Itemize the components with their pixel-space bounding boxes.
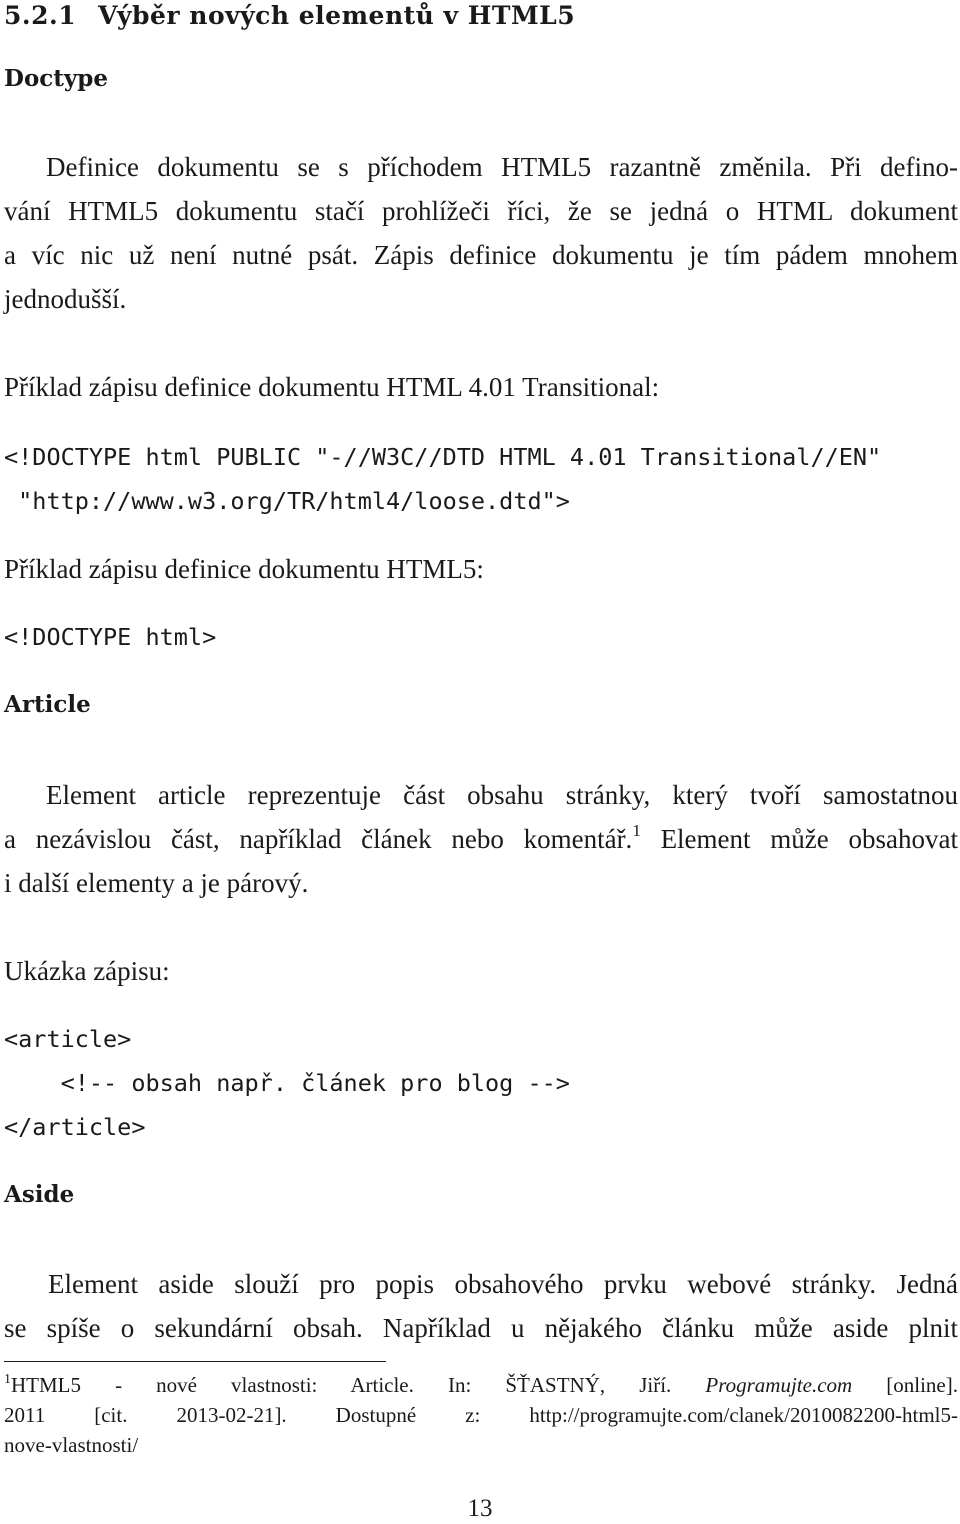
article-code-line: </article>	[4, 1113, 146, 1141]
article-code-line: <article>	[4, 1025, 132, 1053]
footnote-line: nove-vlastnosti/	[4, 1433, 139, 1457]
article-line2-text-after: Element může obsahovat	[640, 824, 958, 854]
footnote	[4, 1370, 958, 1460]
doctype-paragraph	[4, 145, 958, 321]
footnote-line: 2011 [cit. 2013-02-21]. Dostupné z: http://programujte.com/clanek/2010082200-html5-	[4, 1403, 958, 1427]
aside-paragraph-line: Element aside slouží pro popis obsahového prvku webové stránky. Jedná	[48, 1269, 958, 1299]
aside-paragraph-line: se spíše o sekundární obsah. Například u nějakého článku může aside plnit	[4, 1313, 958, 1343]
page-number: 13	[467, 1495, 493, 1522]
footnote-text: HTML5 - nové vlastnosti: Article. In: ŠŤASTNÝ, Jiří.	[11, 1373, 706, 1397]
section-title-text: Výběr nových elementů v HTML5	[98, 1, 576, 30]
footnote-number: 1	[4, 1372, 11, 1387]
section-title	[4, 0, 575, 32]
footnote-source: Programujte.com	[705, 1373, 853, 1397]
doctype-paragraph-line: a víc nic už není nutné psát. Zápis definice dokumentu je tím pádem mnohem	[4, 240, 958, 270]
doctype-paragraph-line: jednodušší.	[4, 284, 127, 314]
article-heading: Article	[4, 691, 91, 718]
doctype-paragraph-line: Definice dokumentu se s příchodem HTML5 razantně změnila. Při defino-	[46, 152, 958, 182]
footnote-reference[interactable]: 1	[632, 821, 641, 840]
article-example-label: Ukázka zápisu:	[4, 956, 170, 986]
aside-heading: Aside	[4, 1181, 75, 1208]
doctype-example1-code-line2: "http://www.w3.org/TR/html4/loose.dtd">	[4, 487, 570, 515]
article-paragraph-line	[4, 817, 958, 861]
article-code-line: <!-- obsah např. článek pro blog -->	[4, 1069, 570, 1097]
article-paragraph	[4, 773, 958, 905]
aside-paragraph	[4, 1262, 958, 1350]
doctype-example2-code: <!DOCTYPE html>	[4, 623, 217, 651]
footnote-text-after: [online].	[852, 1373, 958, 1397]
doctype-example2-label: Příklad zápisu definice dokumentu HTML5:	[4, 554, 484, 584]
section-number: 5.2.1	[4, 1, 77, 30]
article-paragraph-line: i další elementy a je párový.	[4, 868, 309, 898]
footnote-line	[4, 1370, 958, 1400]
doctype-heading: Doctype	[4, 65, 108, 92]
article-paragraph-line: Element article reprezentuje část obsahu stránky, který tvoří samostatnou	[46, 780, 958, 810]
article-line2-text: a nezávislou část, například článek nebo komentář.	[4, 824, 633, 854]
doctype-paragraph-line: vání HTML5 dokumentu stačí prohlížeči říci, že se jedná o HTML dokument	[4, 196, 958, 226]
doctype-example1-label: Příklad zápisu definice dokumentu HTML 4.01 Transitional:	[4, 372, 660, 402]
footnote-divider	[4, 1361, 386, 1362]
doctype-example1-code-line1: <!DOCTYPE html PUBLIC "-//W3C//DTD HTML 4.01 Transitional//EN"	[4, 443, 882, 471]
